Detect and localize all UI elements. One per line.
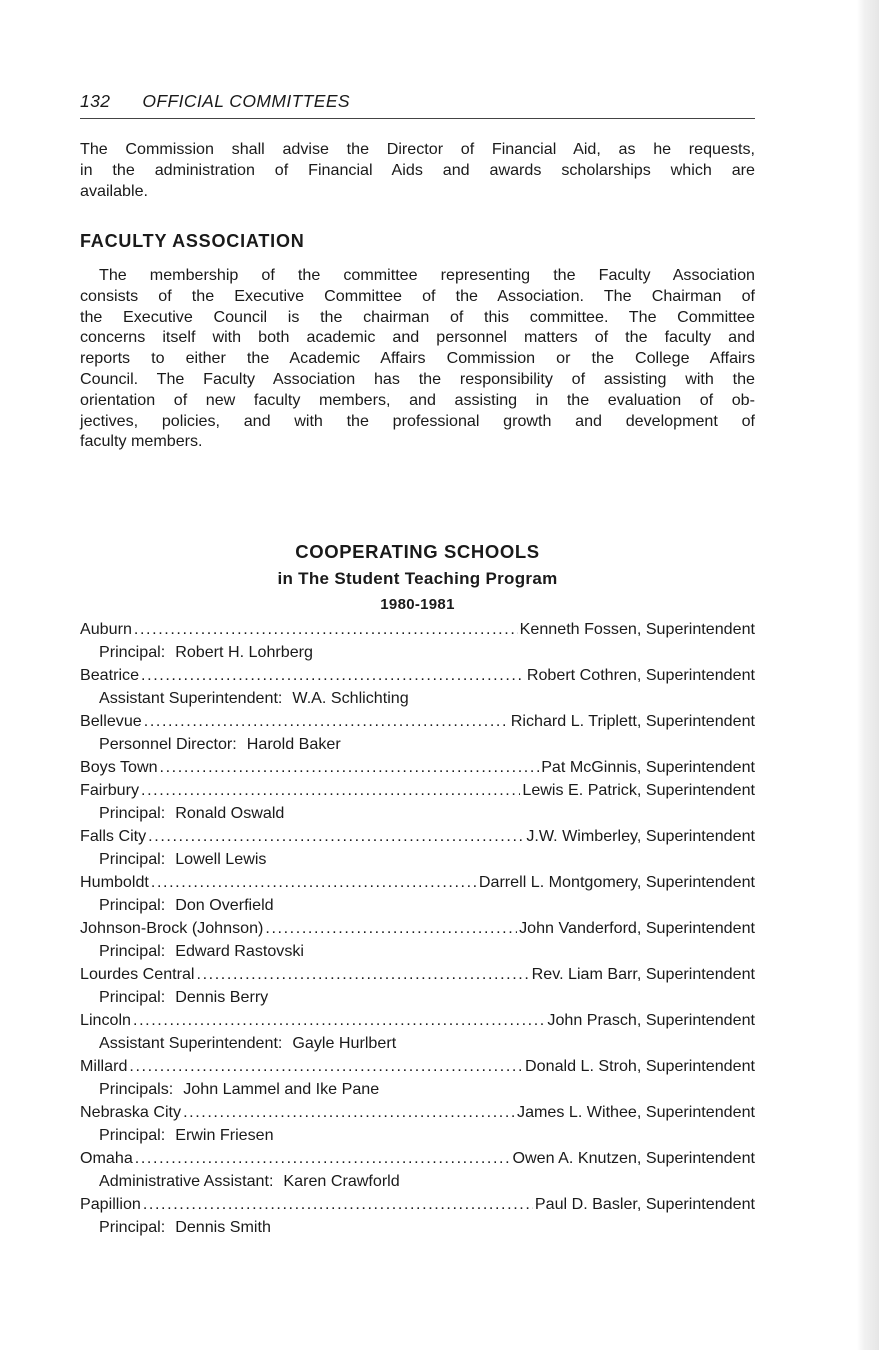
paragraph-line: jectives, policies, and with the professional growth and development of (80, 411, 755, 430)
dot-leader (265, 917, 517, 940)
school-name: Fairbury (80, 781, 140, 799)
superintendent-name: Donald L. Stroh, Superintendent (525, 1057, 755, 1075)
staff-name: Gayle Hurlbert (292, 1034, 397, 1052)
school-name: Bellevue (80, 712, 142, 730)
school-entry (80, 963, 755, 986)
dot-leader (183, 1101, 515, 1124)
schools-list (80, 618, 755, 1239)
dot-leader (135, 1147, 511, 1170)
dot-leader (160, 756, 540, 779)
school-staff-line (80, 894, 755, 917)
dot-leader (133, 1009, 545, 1032)
staff-role: Principal: (99, 850, 166, 868)
staff-name: Karen Crawforld (283, 1172, 400, 1190)
staff-role: Principal: (99, 1218, 166, 1236)
school-name: Humboldt (80, 873, 149, 891)
staff-role: Principal: (99, 643, 166, 661)
dot-leader (143, 1193, 533, 1216)
school-staff-line (80, 641, 755, 664)
intro-line: The Commission shall advise the Director of Financial Aid, as he requests, (80, 140, 755, 158)
page-binding-shadow (857, 0, 879, 1350)
school-name: Nebraska City (80, 1103, 182, 1121)
staff-name: Lowell Lewis (175, 850, 267, 868)
school-name: Johnson-Brock (Johnson) (80, 919, 264, 937)
intro-paragraph (80, 139, 755, 201)
school-name: Falls City (80, 827, 147, 845)
paragraph-line: The membership of the committee representing the Faculty Association (99, 266, 755, 284)
staff-role: Assistant Superintendent: (99, 1034, 283, 1052)
dot-leader (151, 871, 477, 894)
school-name: Omaha (80, 1149, 133, 1167)
school-entry (80, 825, 755, 848)
school-entry (80, 710, 755, 733)
paragraph-line: Council. The Faculty Association has the responsibility of assisting with the (80, 369, 755, 388)
dot-leader (148, 825, 524, 848)
superintendent-name: Richard L. Triplett, Superintendent (510, 712, 755, 730)
faculty-association-paragraph (80, 265, 755, 452)
paragraph-line: faculty members. (80, 432, 203, 451)
staff-role: Principal: (99, 896, 166, 914)
school-staff-line (80, 733, 755, 756)
school-name: Auburn (80, 620, 132, 638)
school-name: Lincoln (80, 1011, 132, 1029)
paragraph-line: consists of the Executive Committee of the Association. The Chairman of (80, 286, 755, 305)
superintendent-name: John Prasch, Superintendent (547, 1011, 755, 1029)
staff-role: Principal: (99, 1126, 166, 1144)
superintendent-name: Owen A. Knutzen, Superintendent (512, 1149, 755, 1167)
school-name: Millard (80, 1057, 128, 1075)
dot-leader (144, 710, 509, 733)
school-entry (80, 1193, 755, 1216)
school-staff-line (80, 687, 755, 710)
dot-leader (141, 779, 520, 802)
staff-name: Robert H. Lohrberg (175, 643, 313, 661)
cooperating-schools-title: COOPERATING SCHOOLS (295, 541, 540, 562)
superintendent-name: James L. Withee, Superintendent (517, 1103, 755, 1121)
superintendent-name: Darrell L. Montgomery, Superintendent (478, 873, 755, 891)
school-entry (80, 1147, 755, 1170)
school-entry (80, 1101, 755, 1124)
staff-name: John Lammel and Ike Pane (183, 1080, 380, 1098)
school-staff-line (80, 802, 755, 825)
dot-leader (141, 664, 525, 687)
faculty-association-heading: FACULTY ASSOCIATION (80, 231, 305, 251)
superintendent-name: Robert Cothren, Superintendent (526, 666, 755, 684)
school-entry (80, 779, 755, 802)
staff-name: Edward Rastovski (175, 942, 305, 960)
superintendent-name: Kenneth Fossen, Superintendent (519, 620, 755, 638)
school-staff-line (80, 940, 755, 963)
school-name: Boys Town (80, 758, 158, 776)
superintendent-name: Pat McGinnis, Superintendent (541, 758, 755, 776)
school-entry (80, 871, 755, 894)
school-staff-line (80, 1216, 755, 1239)
school-entry (80, 756, 755, 779)
paragraph-line: orientation of new faculty members, and assisting in the evaluation of ob- (80, 390, 755, 409)
school-staff-line (80, 1170, 755, 1193)
dot-leader (197, 963, 530, 986)
staff-role: Principals: (99, 1080, 174, 1098)
school-staff-line (80, 1032, 755, 1055)
staff-name: W.A. Schlichting (292, 689, 409, 707)
superintendent-name: Lewis E. Patrick, Superintendent (522, 781, 755, 799)
staff-name: Don Overfield (175, 896, 274, 914)
school-name: Lourdes Central (80, 965, 195, 983)
staff-role: Administrative Assistant: (99, 1172, 274, 1190)
intro-line: in the administration of Financial Aids and awards scholarships which are (80, 160, 755, 179)
school-staff-line (80, 1124, 755, 1147)
staff-role: Principal: (99, 942, 166, 960)
school-entry (80, 917, 755, 940)
staff-role: Personnel Director: (99, 735, 237, 753)
intro-line: available. (80, 181, 148, 200)
staff-role: Principal: (99, 804, 166, 822)
superintendent-name: John Vanderford, Superintendent (519, 919, 755, 937)
superintendent-name: Rev. Liam Barr, Superintendent (531, 965, 755, 983)
paragraph-line: concerns itself with both academic and personnel matters of the faculty and (80, 328, 755, 347)
school-staff-line (80, 1078, 755, 1101)
school-entry (80, 664, 755, 687)
school-entry (80, 1009, 755, 1032)
staff-name: Erwin Friesen (175, 1126, 274, 1144)
school-name: Papillion (80, 1195, 141, 1213)
school-staff-line (80, 986, 755, 1009)
dot-leader (129, 1055, 523, 1078)
school-entry (80, 1055, 755, 1078)
staff-name: Dennis Smith (175, 1218, 271, 1236)
staff-name: Harold Baker (246, 735, 341, 753)
staff-name: Dennis Berry (175, 988, 269, 1006)
cooperating-schools-year: 1980-1981 (380, 596, 455, 613)
school-name: Beatrice (80, 666, 140, 684)
superintendent-name: J.W. Wimberley, Superintendent (526, 827, 755, 845)
cooperating-schools-subtitle: in The Student Teaching Program (277, 569, 558, 588)
school-staff-line (80, 848, 755, 871)
staff-name: Ronald Oswald (175, 804, 285, 822)
paragraph-line: the Executive Council is the chairman of this committee. The Committee (80, 307, 755, 326)
running-header (80, 91, 755, 112)
school-entry (80, 618, 755, 641)
paragraph-line: reports to either the Academic Affairs Commission or the College Affairs (80, 349, 755, 368)
staff-role: Assistant Superintendent: (99, 689, 283, 707)
page-number: 132 (80, 91, 111, 111)
superintendent-name: Paul D. Basler, Superintendent (534, 1195, 755, 1213)
dot-leader (134, 618, 518, 641)
header-rule (80, 118, 755, 119)
running-title: OFFICIAL COMMITTEES (142, 91, 350, 111)
staff-role: Principal: (99, 988, 166, 1006)
